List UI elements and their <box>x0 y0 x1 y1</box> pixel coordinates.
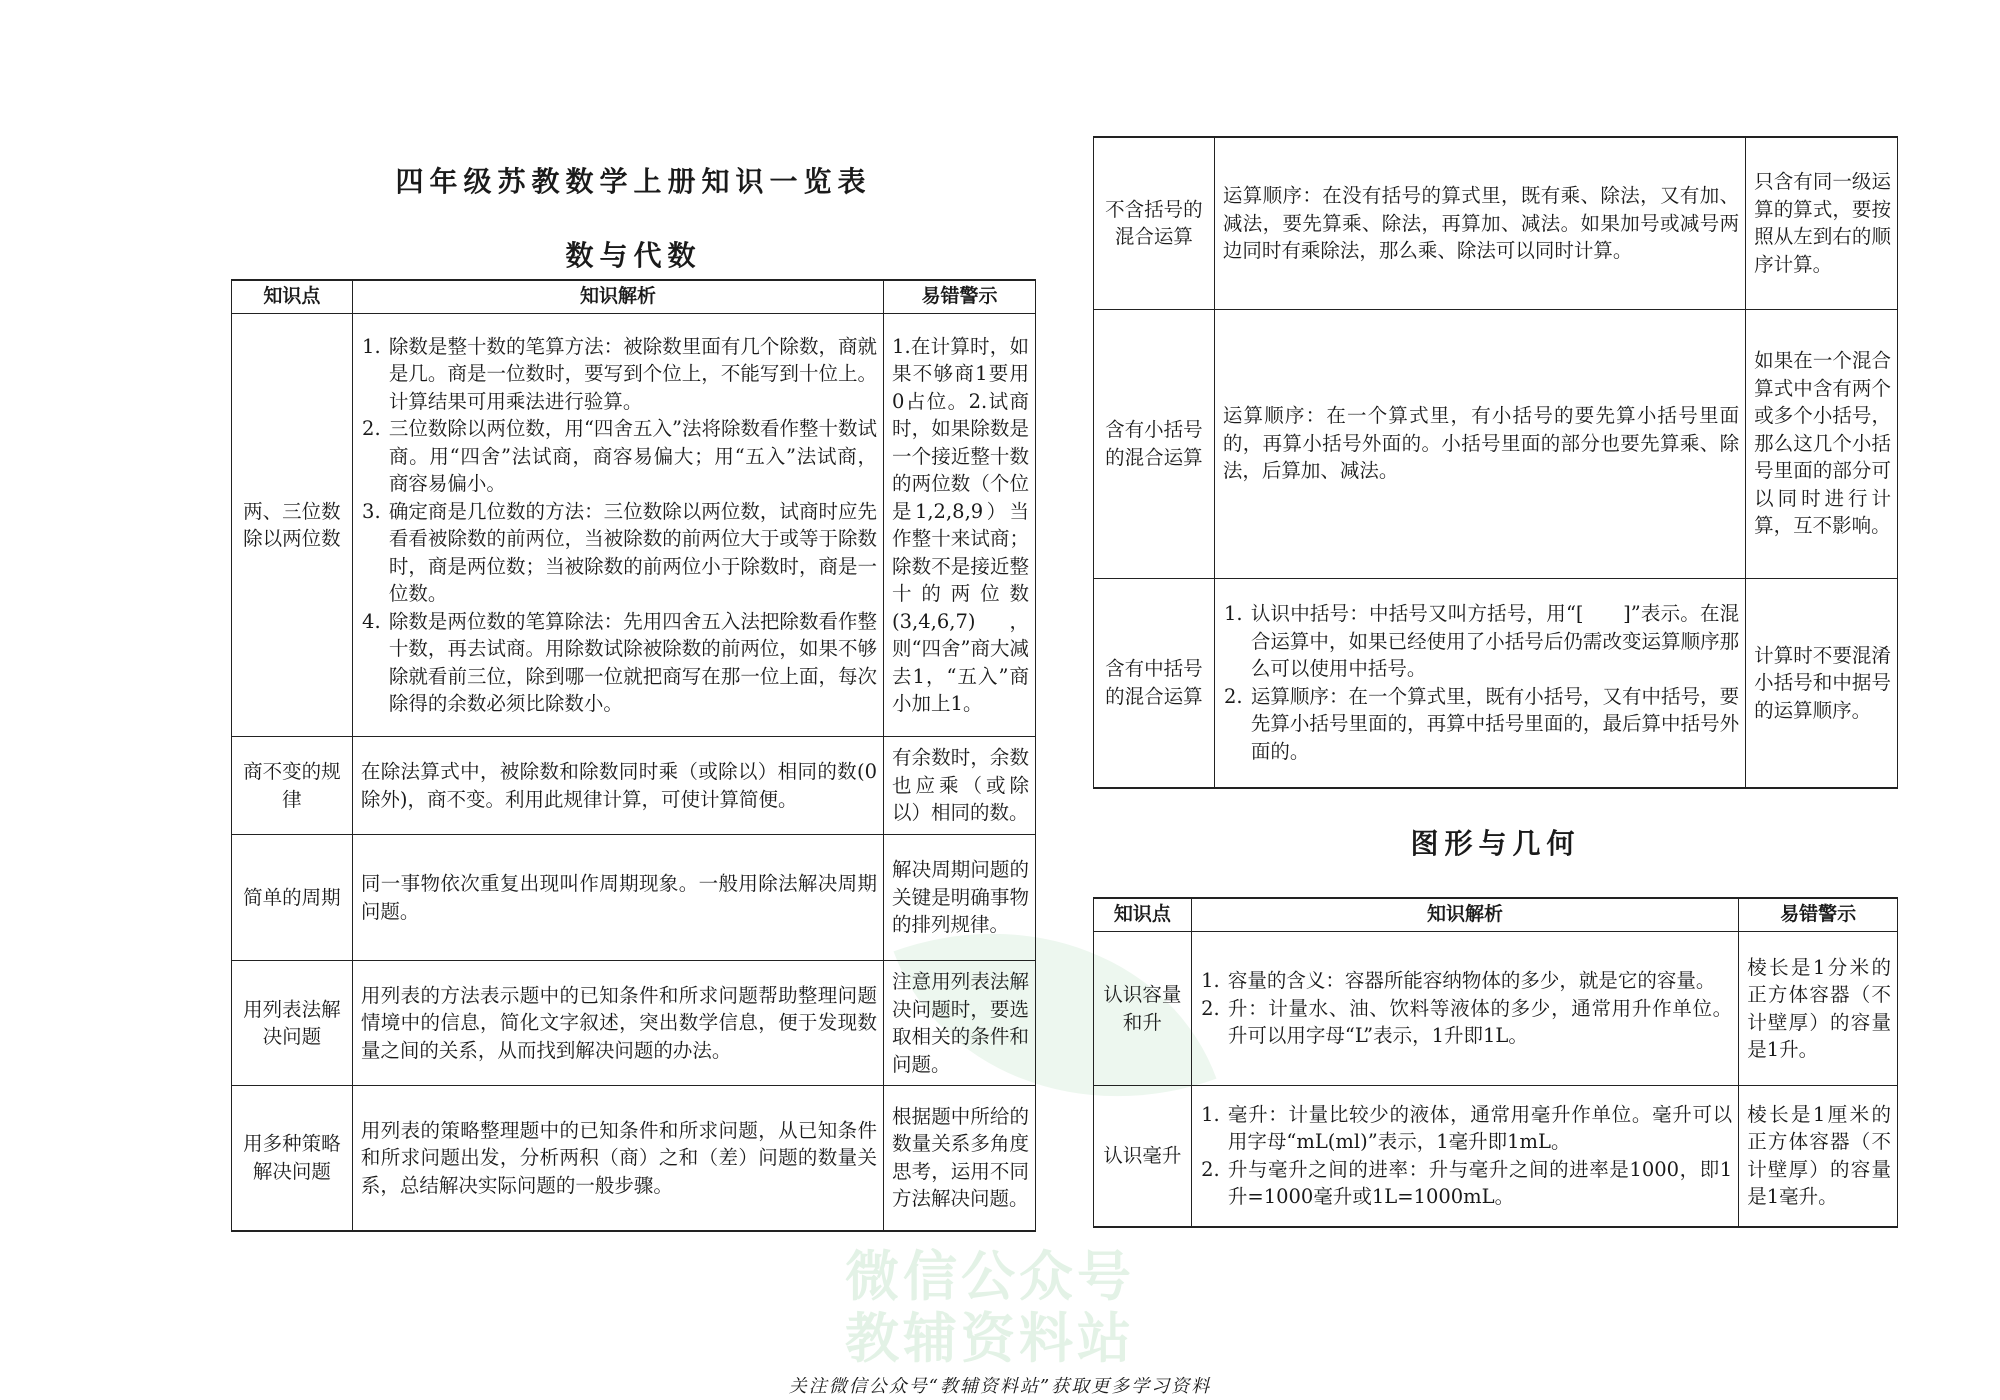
row-analysis: 运算顺序：在一个算式里，有小括号的要先算小括号里面的，再算小括号外面的。小括号里面的部分也要先算乘、除法，后算加、减法。 <box>1214 309 1745 578</box>
table-row <box>1094 309 1898 578</box>
row-analysis <box>1191 932 1738 1086</box>
row-warning: 只含有同一级运算的算式，要按照从左到右的顺序计算。 <box>1746 137 1898 309</box>
row-warning: 注意用列表法解决问题时，要选取相关的条件和问题。 <box>884 961 1036 1086</box>
row-analysis <box>352 314 883 737</box>
row-topic: 简单的周期 <box>232 835 353 961</box>
analysis-point: 4. 除数是两位数的笔算除法：先用四舍五入法把除数看作整十数，再去试商。用除数试除被除数的前两位，如果不够除就看前三位，除到哪一位就把商写在那一位上面，每次除得的余数必须比除数小。 <box>387 608 877 718</box>
row-warning: 如果在一个混合算式中含有两个或多个小括号，那么这几个小括号里面的部分可以同时进行计算，互不影响。 <box>1746 309 1898 578</box>
header-warning: 易错警示 <box>884 280 1036 314</box>
table-row <box>232 737 1036 835</box>
row-topic: 用列表法解决问题 <box>232 961 353 1086</box>
header-topic: 知识点 <box>1094 898 1192 932</box>
analysis-point: 3. 确定商是几位数的方法：三位数除以两位数，试商时应先看看被除数的前两位，当被除数的前两位大于或等于除数时，商是两位数；当被除数的前两位小于除数时，商是一位数。 <box>387 498 877 608</box>
footer-note: 关注微信公众号“教辅资料站”获取更多学习资料 <box>788 1376 1212 1397</box>
table-row <box>232 835 1036 961</box>
row-analysis: 用列表的策略整理题中的已知条件和所求问题，从已知条件和所求问题出发，分析两积（商）之和（差）问题的数量关系，总结解决实际问题的一般步骤。 <box>352 1086 883 1231</box>
section-title-number-algebra: 数与代数 <box>565 239 702 272</box>
row-warning: 1.在计算时，如果不够商1要用0占位。2.试商时，如果除数是一个接近整十数的两位数（个位是1,2,8,9）当作整十来试商；除数不是接近整十的两位数(3,4,6,7)，则“四舍”商大减去1，“五入”商小加上1。 <box>884 314 1036 737</box>
mixed-operations-table <box>1093 136 1898 789</box>
analysis-point: 1. 认识中括号：中括号又叫方括号，用“[ ]”表示。在混合运算中，如果已经使用了小括号后仍需改变运算顺序那么可以使用中括号。 <box>1249 600 1739 683</box>
row-warning: 棱长是1分米的正方体容器（不计壁厚）的容量是1升。 <box>1739 932 1898 1086</box>
row-analysis <box>1214 578 1745 788</box>
header-topic: 知识点 <box>232 280 353 314</box>
row-warning: 根据题中所给的数量关系多角度思考，运用不同方法解决问题。 <box>884 1086 1036 1231</box>
watermark-line1: 微信公众号 <box>845 1245 1135 1308</box>
analysis-point: 2. 运算顺序：在一个算式里，既有小括号，又有中括号，要先算小括号里面的，再算中括号里面的，最后算中括号外面的。 <box>1249 683 1739 766</box>
row-topic: 认识容量和升 <box>1094 932 1192 1086</box>
row-topic: 认识毫升 <box>1094 1086 1192 1227</box>
table-row <box>1094 1086 1898 1227</box>
section-title-geometry: 图形与几何 <box>1410 827 1581 860</box>
row-analysis: 用列表的方法表示题中的已知条件和所求问题帮助整理问题情境中的信息，简化文字叙述，突出数学信息，便于发现数量之间的关系，从而找到解决问题的办法。 <box>352 961 883 1086</box>
analysis-point: 1. 容量的含义：容器所能容纳物体的多少，就是它的容量。 <box>1226 967 1732 995</box>
table-header-row <box>1094 898 1898 932</box>
row-topic: 两、三位数除以两位数 <box>232 314 353 737</box>
row-warning: 解决周期问题的关键是明确事物的排列规律。 <box>884 835 1036 961</box>
analysis-point: 2. 升：计量水、油、饮料等液体的多少，通常用升作单位。升可以用字母“L”表示，1升即1L。 <box>1226 995 1732 1050</box>
table-header-row <box>232 280 1036 314</box>
header-warning: 易错警示 <box>1739 898 1898 932</box>
analysis-point: 1. 毫升：计量比较少的液体，通常用毫升作单位。毫升可以用字母“mL(ml)”表示，1毫升即1mL。 <box>1226 1101 1732 1156</box>
analysis-point: 1. 除数是整十数的笔算方法：被除数里面有几个除数，商就是几。商是一位数时，要写到个位上，不能写到十位上。计算结果可用乘法进行验算。 <box>387 333 877 416</box>
number-algebra-table <box>231 279 1036 1232</box>
row-analysis: 运算顺序：在没有括号的算式里，既有乘、除法，又有加、减法，要先算乘、除法，再算加、减法。如果加号或减号两边同时有乘除法，那么乘、除法可以同时计算。 <box>1214 137 1745 309</box>
table-row <box>232 1086 1036 1231</box>
row-topic: 商不变的规律 <box>232 737 353 835</box>
table-row <box>1094 137 1898 309</box>
table-row <box>1094 932 1898 1086</box>
row-warning: 棱长是1厘米的正方体容器（不计壁厚）的容量是1毫升。 <box>1739 1086 1898 1227</box>
header-analysis: 知识解析 <box>1191 898 1738 932</box>
row-topic: 含有中括号的混合运算 <box>1094 578 1215 788</box>
table-row <box>1094 578 1898 788</box>
analysis-point: 2. 三位数除以两位数，用“四舍五入”法将除数看作整十数试商。用“四舍”法试商，商容易偏大；用“五入”法试商，商容易偏小。 <box>387 415 877 498</box>
header-analysis: 知识解析 <box>352 280 883 314</box>
row-analysis: 在除法算式中，被除数和除数同时乘（或除以）相同的数(0除外)，商不变。利用此规律计算，可使计算简便。 <box>352 737 883 835</box>
row-warning: 有余数时，余数也应乘（或除以）相同的数。 <box>884 737 1036 835</box>
row-analysis: 同一事物依次重复出现叫作周期现象。一般用除法解决周期问题。 <box>352 835 883 961</box>
row-analysis <box>1191 1086 1738 1227</box>
row-topic: 不含括号的混合运算 <box>1094 137 1215 309</box>
table-row <box>232 314 1036 737</box>
row-topic: 含有小括号的混合运算 <box>1094 309 1215 578</box>
geometry-table <box>1093 897 1898 1228</box>
watermark-line2: 教辅资料站 <box>845 1307 1135 1370</box>
analysis-point: 2. 升与毫升之间的进率：升与毫升之间的进率是1000，即1升=1000毫升或1L=1000mL。 <box>1226 1156 1732 1211</box>
row-warning: 计算时不要混淆小括号和中据号的运算顺序。 <box>1746 578 1898 788</box>
table-row <box>232 961 1036 1086</box>
page-title: 四年级苏教数学上册知识一览表 <box>395 165 872 198</box>
row-topic: 用多种策略解决问题 <box>232 1086 353 1231</box>
